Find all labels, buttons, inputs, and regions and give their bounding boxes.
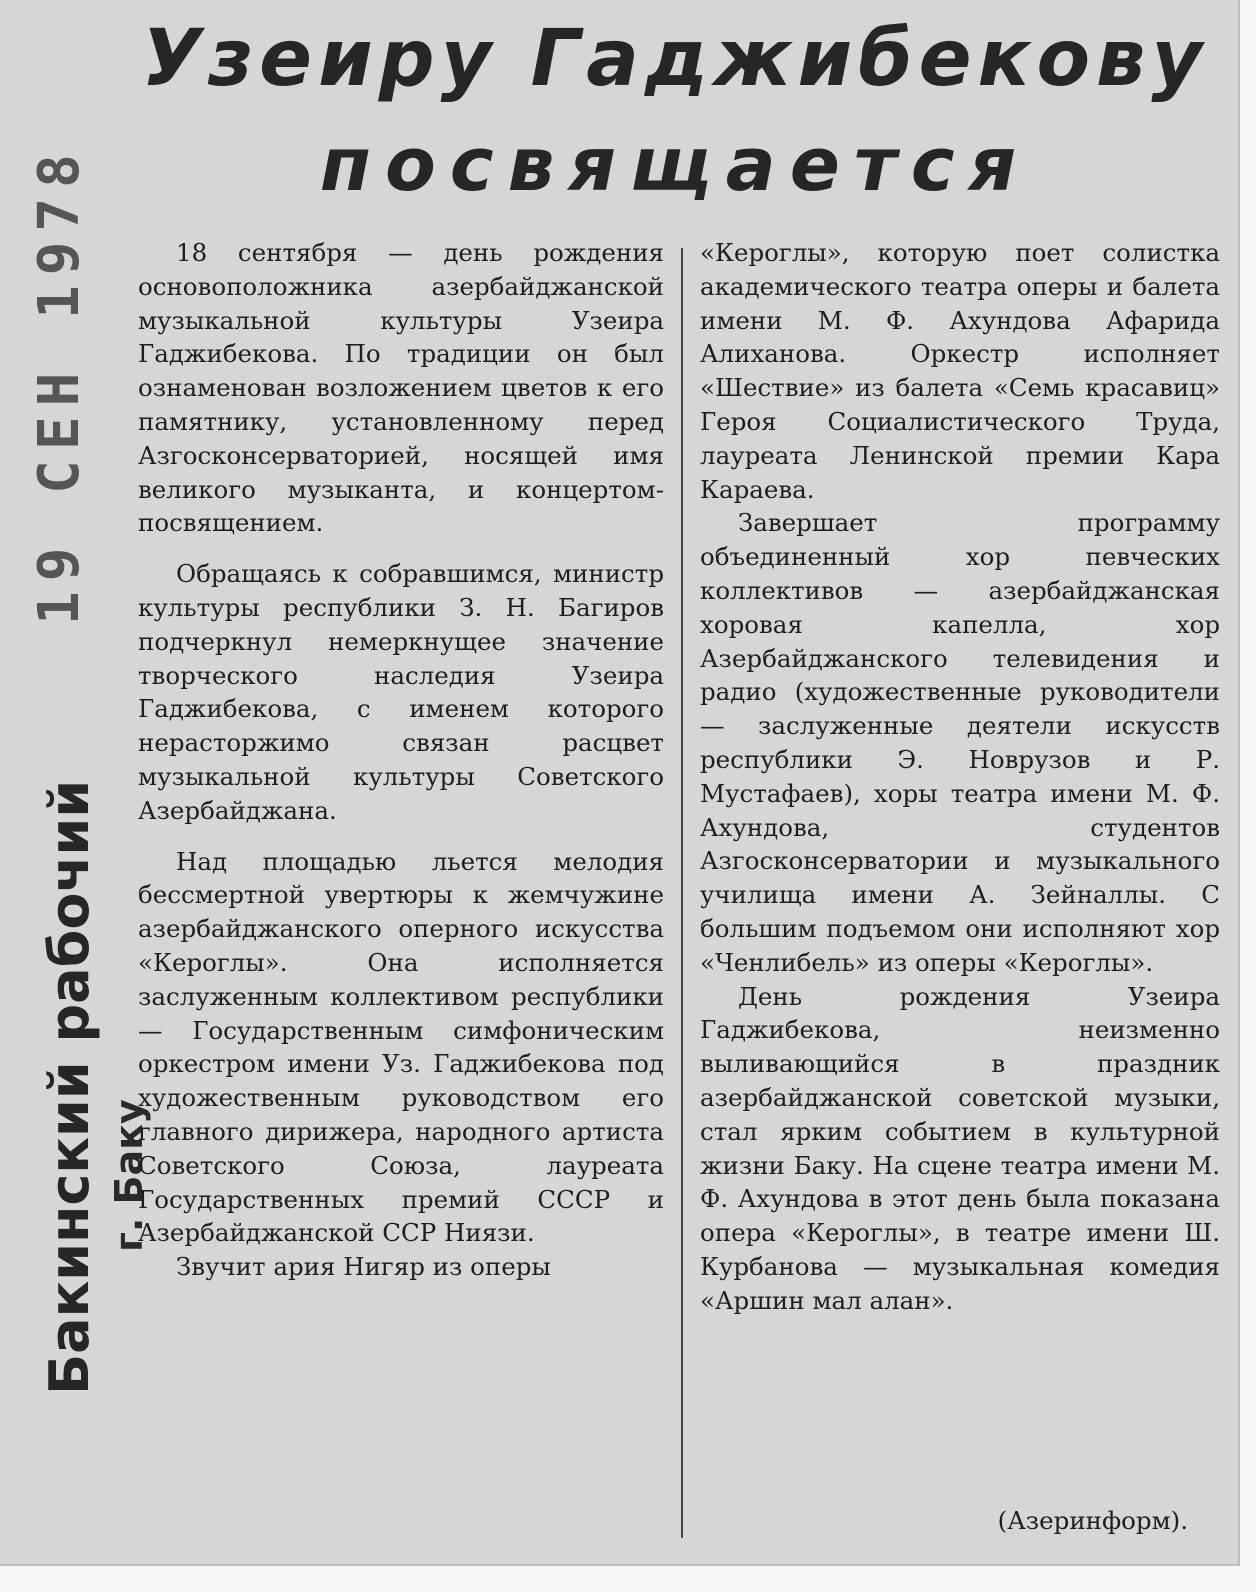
date-stamp: 19 СЕН 1978	[26, 144, 92, 625]
headline-line-2: посвящается	[319, 122, 1031, 208]
newspaper-name-stamp: Бакинский рабочий	[37, 779, 101, 1395]
paragraph: «Кероглы», которую поет солистка академического театра оперы и балета имени М. Ф. Ахундова Афарида Алиханова. Оркестр исполняет «Шествие» из балета «Семь красавиц» Героя Социалистического Труда, лауреата Ленинской премии Кара Караева.	[700, 238, 1220, 504]
paragraph: Обращаясь к собравшимся, министр культуры республики З. Н. Багиров подчеркнул немеркнущее значение творческого наследия Узеира Гаджибекова, с именем которого нерасторжимо связан расцвет музыкальной культуры Советского Азербайджана.	[138, 559, 664, 825]
news-agency-credit: (Азеринформ).	[997, 1506, 1188, 1535]
article-column-right	[700, 236, 1220, 1318]
paragraph: Над площадью льется мелодия бессмертной увертюры к жемчужине азербайджанского оперного искусства «Кероглы». Она исполняется заслуженным коллективом республики — Государственным симфоническим оркестром имени Уз. Гаджибекова под художественным руководством его главного дирижера, народного артиста Советского Союза, лауреата Государственных премий СССР и Азербайджанской ССР Ниязи.	[138, 846, 664, 1248]
city-stamp: г. Баку	[107, 1099, 151, 1252]
paragraph: Завершает программу объединенный хор певческих коллективов — азербайджанская хоровая капелла, хор Азербайджанского телевидения и радио (художественные руководители — заслуженные деятели искусств республики Э. Новрузов и Р. Мустафаев), хоры театра имени М. Ф. Ахундова, студентов Азгосконсерватории и музыкального училища имени А. Зейналлы. С большим подъемом они исполняют хор «Ченлибель» из оперы «Кероглы».	[700, 508, 1220, 977]
paragraph: 18 сентября — день рождения основоположника азербайджанской музыкальной культуры Узеира Гаджибекова. По традиции он был ознаменован возложением цветов к его памятнику, установленному перед Азгосконсерваторией, носящей имя великого музыканта, и концертом-посвящением.	[138, 238, 664, 538]
article-column-left	[138, 236, 664, 1284]
paragraph: День рождения Узеира Гаджибекова, неизменно выливающийся в праздник азербайджанской советской музыки, стал ярким событием в культурной жизни Баку. На сцене театра имени М. Ф. Ахундова в этот день была показана опера «Кероглы», в театре имени Ш. Курбанова — музыкальная комедия «Аршин мал алан».	[700, 981, 1220, 1315]
headline-line-1: Узеиру Гаджибекову	[141, 14, 1209, 104]
paragraph: Звучит ария Нигяр из оперы	[176, 1252, 551, 1282]
column-divider	[681, 248, 683, 1538]
